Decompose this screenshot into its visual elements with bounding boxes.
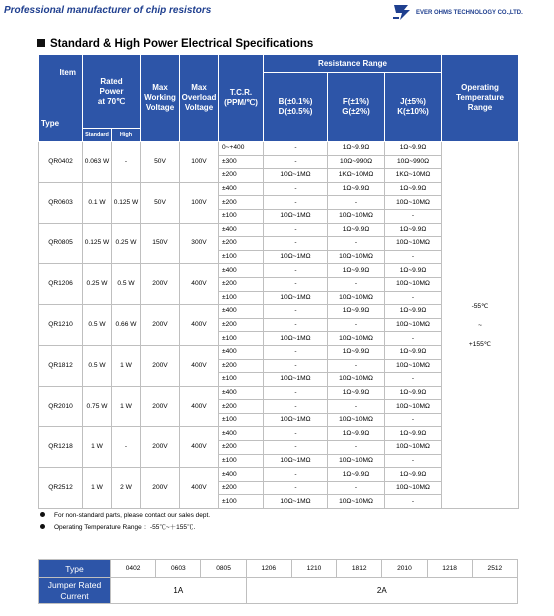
standard-power-cell: 0.25 W bbox=[83, 264, 112, 305]
range-b-cell: - bbox=[264, 318, 328, 332]
table-row bbox=[39, 142, 519, 156]
range-b-cell: 10Ω~1MΩ bbox=[264, 413, 328, 427]
range-b-cell: - bbox=[264, 359, 328, 373]
tcr-cell: ±400 bbox=[219, 223, 264, 237]
range-j-cell: 1Ω~9.9Ω bbox=[385, 223, 442, 237]
working-voltage-cell: 200V bbox=[141, 386, 180, 427]
range-b-cell: - bbox=[264, 345, 328, 359]
range-j-cell: 1Ω~9.9Ω bbox=[385, 345, 442, 359]
range-f-cell: - bbox=[328, 481, 385, 495]
note-item bbox=[40, 510, 210, 522]
range-j-cell: 1Ω~9.9Ω bbox=[385, 427, 442, 441]
type-cell: QR2512 bbox=[39, 468, 83, 509]
operating-temp-cell bbox=[442, 142, 519, 509]
range-f-cell: 10Ω~10MΩ bbox=[328, 250, 385, 264]
range-j-cell: - bbox=[385, 413, 442, 427]
range-f-cell: 10Ω~10MΩ bbox=[328, 291, 385, 305]
range-b-cell: 10Ω~1MΩ bbox=[264, 250, 328, 264]
range-j-cell: 1Ω~9.9Ω bbox=[385, 182, 442, 196]
range-b-cell: - bbox=[264, 481, 328, 495]
operating-temp-header: Operating Temperature Range bbox=[442, 55, 519, 142]
tcr-cell: ±100 bbox=[219, 495, 264, 509]
company-name: EVER OHMS TECHNOLOGY CO.,LTD. bbox=[416, 10, 523, 16]
tcr-cell: ±200 bbox=[219, 441, 264, 455]
range-f-cell: 1Ω~9.9Ω bbox=[328, 386, 385, 400]
range-f-cell: 1Ω~9.9Ω bbox=[328, 223, 385, 237]
range-j-cell: 10Ω~10MΩ bbox=[385, 481, 442, 495]
tcr-cell: ±200 bbox=[219, 169, 264, 183]
jumper-type-cell: 0805 bbox=[201, 560, 246, 578]
max-overload-voltage-header: Max Overload Voltage bbox=[180, 55, 219, 142]
standard-header: Standard bbox=[83, 129, 112, 142]
range-j-cell: 10Ω~10MΩ bbox=[385, 359, 442, 373]
working-voltage-cell: 200V bbox=[141, 468, 180, 509]
high-power-cell: 2 W bbox=[112, 468, 141, 509]
range-b-cell: - bbox=[264, 237, 328, 251]
tcr-cell: ±200 bbox=[219, 318, 264, 332]
spec-table bbox=[38, 54, 519, 509]
range-b-cell: - bbox=[264, 264, 328, 278]
range-j-cell: 10Ω~10MΩ bbox=[385, 400, 442, 414]
operating-temp-sep: ~ bbox=[478, 321, 482, 329]
range-b-cell: 10Ω~1MΩ bbox=[264, 291, 328, 305]
high-power-cell: 0.125 W bbox=[112, 182, 141, 223]
tcr-cell: ±400 bbox=[219, 182, 264, 196]
tcr-cell: ±200 bbox=[219, 277, 264, 291]
range-f-cell: 1Ω~9.9Ω bbox=[328, 264, 385, 278]
range-f-cell: 1Ω~9.9Ω bbox=[328, 345, 385, 359]
range-f-cell: 1Ω~9.9Ω bbox=[328, 468, 385, 482]
bullet-icon bbox=[40, 524, 45, 529]
range-f-cell: - bbox=[328, 318, 385, 332]
note-item bbox=[40, 522, 210, 534]
tcr-cell: ±200 bbox=[219, 481, 264, 495]
jumper-type-cell: 1218 bbox=[427, 560, 472, 578]
tcr-cell: ±100 bbox=[219, 209, 264, 223]
range-j-cell: 1Ω~9.9Ω bbox=[385, 468, 442, 482]
type-cell: QR0603 bbox=[39, 182, 83, 223]
jumper-table bbox=[38, 559, 518, 604]
range-f-cell: 1KΩ~10MΩ bbox=[328, 169, 385, 183]
range-j-cell: - bbox=[385, 250, 442, 264]
range-f-cell: - bbox=[328, 196, 385, 210]
type-cell: QR2010 bbox=[39, 386, 83, 427]
tcr-cell: ±300 bbox=[219, 155, 264, 169]
range-j-cell: - bbox=[385, 454, 442, 468]
company-logo bbox=[392, 2, 550, 22]
range-j-cell: - bbox=[385, 495, 442, 509]
jumper-type-label: Type bbox=[39, 560, 111, 578]
jumper-type-cell: 2010 bbox=[382, 560, 427, 578]
tcr-cell: ±200 bbox=[219, 400, 264, 414]
range-b-cell: - bbox=[264, 223, 328, 237]
range-b-cell: - bbox=[264, 305, 328, 319]
max-working-voltage-header: Max Working Voltage bbox=[141, 55, 180, 142]
range-b-cell: 10Ω~1MΩ bbox=[264, 332, 328, 346]
top-bar bbox=[0, 0, 554, 26]
range-j-cell: 1Ω~9.9Ω bbox=[385, 386, 442, 400]
range-j-cell: 10Ω~990Ω bbox=[385, 155, 442, 169]
notes bbox=[40, 510, 210, 534]
note-text: For non-standard parts, please contact our sales dept. bbox=[54, 512, 211, 519]
item-label: Item bbox=[59, 68, 76, 77]
range-b-cell: - bbox=[264, 386, 328, 400]
tcr-cell: ±100 bbox=[219, 332, 264, 346]
high-header: High bbox=[112, 129, 141, 142]
range-j-cell: 10Ω~10MΩ bbox=[385, 237, 442, 251]
overload-voltage-cell: 100V bbox=[180, 142, 219, 183]
range-b-cell: 10Ω~1MΩ bbox=[264, 169, 328, 183]
range-j-cell: - bbox=[385, 291, 442, 305]
range-b-cell: - bbox=[264, 182, 328, 196]
note-text: Operating Temperature Range ：-55℃~＋155℃. bbox=[54, 524, 196, 531]
range-f-cell: 10Ω~10MΩ bbox=[328, 209, 385, 223]
jumper-current-large: 2A bbox=[246, 578, 517, 604]
high-power-cell: 0.25 W bbox=[112, 223, 141, 264]
type-cell: QR1206 bbox=[39, 264, 83, 305]
high-power-cell: - bbox=[112, 142, 141, 183]
working-voltage-cell: 200V bbox=[141, 264, 180, 305]
type-cell: QR1210 bbox=[39, 305, 83, 346]
range-j-cell: - bbox=[385, 373, 442, 387]
high-power-cell: 0.5 W bbox=[112, 264, 141, 305]
high-power-cell: 0.66 W bbox=[112, 305, 141, 346]
range-b-cell: - bbox=[264, 155, 328, 169]
range-f-cell: 10Ω~10MΩ bbox=[328, 373, 385, 387]
item-type-header bbox=[39, 55, 83, 142]
range-f-cell: - bbox=[328, 237, 385, 251]
overload-voltage-cell: 300V bbox=[180, 223, 219, 264]
range-b-cell: - bbox=[264, 441, 328, 455]
range-b-cell: 10Ω~1MΩ bbox=[264, 454, 328, 468]
working-voltage-cell: 50V bbox=[141, 182, 180, 223]
tcr-cell: ±400 bbox=[219, 264, 264, 278]
tcr-cell: ±400 bbox=[219, 345, 264, 359]
tcr-cell: ±100 bbox=[219, 250, 264, 264]
standard-power-cell: 0.75 W bbox=[83, 386, 112, 427]
range-b-cell: - bbox=[264, 277, 328, 291]
standard-power-cell: 0.1 W bbox=[83, 182, 112, 223]
operating-temp-low: -55℃ bbox=[471, 302, 489, 310]
working-voltage-cell: 150V bbox=[141, 223, 180, 264]
section-title-text: Standard & High Power Electrical Specifications bbox=[50, 38, 314, 50]
tcr-cell: ±200 bbox=[219, 359, 264, 373]
range-f-cell: 1Ω~9.9Ω bbox=[328, 305, 385, 319]
range-f-cell: - bbox=[328, 400, 385, 414]
range-b-cell: - bbox=[264, 142, 328, 156]
range-b-cell: - bbox=[264, 196, 328, 210]
tcr-cell: ±100 bbox=[219, 373, 264, 387]
working-voltage-cell: 200V bbox=[141, 427, 180, 468]
type-cell: QR1812 bbox=[39, 345, 83, 386]
resistance-range-header: Resistance Range bbox=[264, 55, 442, 73]
col-b-header: B(±0.1%) D(±0.5%) bbox=[264, 73, 328, 142]
rated-power-header: Rated Power at 70℃ bbox=[83, 55, 141, 129]
working-voltage-cell: 200V bbox=[141, 305, 180, 346]
range-j-cell: 1Ω~9.9Ω bbox=[385, 264, 442, 278]
range-f-cell: 10Ω~10MΩ bbox=[328, 413, 385, 427]
standard-power-cell: 1 W bbox=[83, 427, 112, 468]
logo-icon bbox=[392, 2, 414, 22]
overload-voltage-cell: 400V bbox=[180, 345, 219, 386]
tcr-cell: ±400 bbox=[219, 427, 264, 441]
tcr-cell: 0~+400 bbox=[219, 142, 264, 156]
high-power-cell: 1 W bbox=[112, 386, 141, 427]
page-header-title: Professional manufacturer of chip resistors bbox=[4, 5, 212, 16]
standard-power-cell: 0.063 W bbox=[83, 142, 112, 183]
range-j-cell: 10Ω~10MΩ bbox=[385, 277, 442, 291]
standard-power-cell: 0.5 W bbox=[83, 345, 112, 386]
col-j-header: J(±5%) K(±10%) bbox=[385, 73, 442, 142]
range-f-cell: - bbox=[328, 359, 385, 373]
standard-power-cell: 0.5 W bbox=[83, 305, 112, 346]
type-label: Type bbox=[41, 119, 60, 128]
type-cell: QR0805 bbox=[39, 223, 83, 264]
range-b-cell: - bbox=[264, 468, 328, 482]
operating-temp-high: +155℃ bbox=[468, 340, 492, 348]
range-f-cell: - bbox=[328, 441, 385, 455]
range-f-cell: 1Ω~9.9Ω bbox=[328, 142, 385, 156]
range-f-cell: 10Ω~10MΩ bbox=[328, 454, 385, 468]
tcr-cell: ±400 bbox=[219, 305, 264, 319]
jumper-type-cell: 2512 bbox=[472, 560, 517, 578]
tcr-cell: ±200 bbox=[219, 196, 264, 210]
overload-voltage-cell: 400V bbox=[180, 468, 219, 509]
tcr-cell: ±400 bbox=[219, 386, 264, 400]
jumper-type-cell: 0603 bbox=[156, 560, 201, 578]
range-j-cell: 1KΩ~10MΩ bbox=[385, 169, 442, 183]
overload-voltage-cell: 400V bbox=[180, 427, 219, 468]
jumper-type-cell: 1206 bbox=[246, 560, 291, 578]
range-b-cell: - bbox=[264, 400, 328, 414]
range-j-cell: - bbox=[385, 332, 442, 346]
spec-table-body bbox=[39, 142, 519, 509]
jumper-type-cell: 1210 bbox=[291, 560, 336, 578]
tcr-cell: ±400 bbox=[219, 468, 264, 482]
jumper-current-label: Jumper Rated Current bbox=[39, 578, 111, 604]
bullet-icon bbox=[40, 512, 45, 517]
range-b-cell: 10Ω~1MΩ bbox=[264, 495, 328, 509]
high-power-cell: - bbox=[112, 427, 141, 468]
range-f-cell: - bbox=[328, 277, 385, 291]
working-voltage-cell: 50V bbox=[141, 142, 180, 183]
section-title bbox=[37, 38, 313, 50]
range-b-cell: - bbox=[264, 427, 328, 441]
range-b-cell: 10Ω~1MΩ bbox=[264, 373, 328, 387]
jumper-current-small: 1A bbox=[111, 578, 247, 604]
overload-voltage-cell: 100V bbox=[180, 182, 219, 223]
square-bullet-icon bbox=[37, 39, 45, 47]
type-cell: QR0402 bbox=[39, 142, 83, 183]
range-j-cell: 1Ω~9.9Ω bbox=[385, 305, 442, 319]
tcr-cell: ±100 bbox=[219, 413, 264, 427]
standard-power-cell: 1 W bbox=[83, 468, 112, 509]
range-f-cell: 10Ω~10MΩ bbox=[328, 332, 385, 346]
range-f-cell: 1Ω~9.9Ω bbox=[328, 182, 385, 196]
range-b-cell: 10Ω~1MΩ bbox=[264, 209, 328, 223]
tcr-cell: ±100 bbox=[219, 454, 264, 468]
range-f-cell: 1Ω~9.9Ω bbox=[328, 427, 385, 441]
jumper-type-cell: 0402 bbox=[111, 560, 156, 578]
overload-voltage-cell: 400V bbox=[180, 264, 219, 305]
range-f-cell: 10Ω~10MΩ bbox=[328, 495, 385, 509]
working-voltage-cell: 200V bbox=[141, 345, 180, 386]
tcr-cell: ±200 bbox=[219, 237, 264, 251]
tcr-cell: ±100 bbox=[219, 291, 264, 305]
range-j-cell: 10Ω~10MΩ bbox=[385, 196, 442, 210]
range-f-cell: 10Ω~990Ω bbox=[328, 155, 385, 169]
standard-power-cell: 0.125 W bbox=[83, 223, 112, 264]
range-j-cell: 10Ω~10MΩ bbox=[385, 441, 442, 455]
col-f-header: F(±1%) G(±2%) bbox=[328, 73, 385, 142]
type-cell: QR1218 bbox=[39, 427, 83, 468]
overload-voltage-cell: 400V bbox=[180, 386, 219, 427]
high-power-cell: 1 W bbox=[112, 345, 141, 386]
jumper-type-cell: 1812 bbox=[337, 560, 382, 578]
range-j-cell: - bbox=[385, 209, 442, 223]
overload-voltage-cell: 400V bbox=[180, 305, 219, 346]
range-j-cell: 10Ω~10MΩ bbox=[385, 318, 442, 332]
range-j-cell: 1Ω~9.9Ω bbox=[385, 142, 442, 156]
tcr-header: T.C.R. (PPM/℃) bbox=[219, 55, 264, 142]
